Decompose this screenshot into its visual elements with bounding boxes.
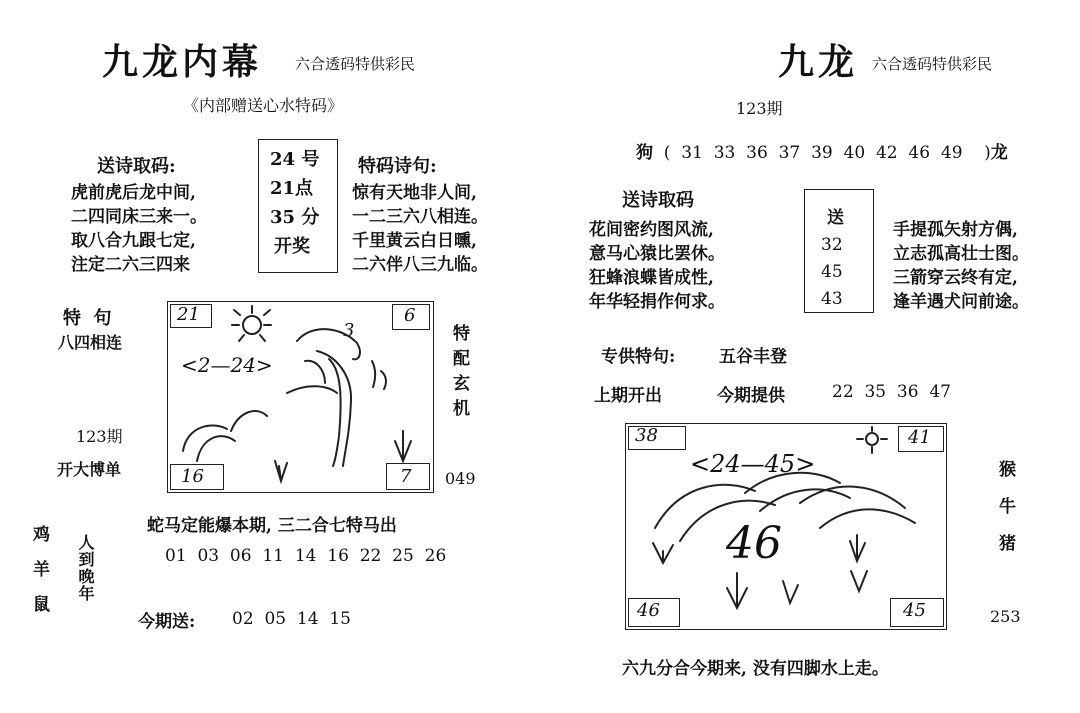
left-sketch-drawing: [167, 301, 434, 493]
today-provide-numbers: [832, 382, 951, 402]
send-box-number: 43: [821, 289, 843, 309]
dog-number: 40: [843, 143, 866, 163]
left-subtitle: 六合透码特供彩民: [295, 55, 416, 73]
prize-box-line: 24 号: [270, 149, 320, 170]
zodiac-vertical: 鸡羊鼠: [29, 525, 49, 630]
right-title: 九龙: [778, 41, 859, 83]
number-item: 25: [392, 546, 414, 566]
special-poem-line: 二六伴八三九临。: [352, 255, 488, 275]
right-poem-line: 狂蜂浪蝶皆成性,: [589, 268, 714, 288]
dog-number: 31: [681, 143, 703, 163]
left-poem-line: 取八合九跟七定,: [71, 231, 196, 251]
left-poem-label: 送诗取码:: [97, 156, 176, 177]
right-poem-line: 三箭穿云终有定,: [893, 268, 1018, 288]
send-box-content: [821, 205, 844, 313]
special-phrase: 八四相连: [58, 333, 123, 352]
number-item: 03: [197, 546, 220, 566]
number-item: 06: [229, 546, 252, 566]
number-item: 01: [165, 546, 187, 566]
dog-number: 37: [778, 143, 801, 163]
right-poem-line: 手提孤矢射方偶,: [893, 220, 1018, 240]
send-box-number: 32: [821, 235, 843, 255]
sun-icon: [243, 316, 261, 334]
provide-number: 47: [929, 382, 951, 402]
provide-number: 22: [832, 382, 854, 402]
number-item: 22: [359, 546, 382, 566]
corner-br-number: 7: [400, 466, 412, 487]
left-title: 九龙内幕: [102, 41, 263, 83]
dog-row: 狗 ( 31 33 36 37 39 40 42 46 49 )龙: [636, 143, 1008, 163]
left-issue: 123期: [76, 427, 123, 446]
prize-box-content: [270, 145, 319, 261]
left-sketch-circled: 3: [343, 320, 355, 341]
left-poem: [71, 181, 207, 277]
send-box-number: 45: [821, 262, 843, 282]
right-side-vertical: 猴牛猪: [995, 460, 1015, 571]
provide-number: 36: [896, 382, 919, 402]
sun-icon: [866, 433, 878, 445]
prize-box-line: 21点: [270, 178, 314, 199]
special-poem-line: 惊有天地非人间,: [352, 183, 477, 203]
left-poem-line: 虎前虎后龙中间,: [71, 183, 196, 203]
corner-bl-number: 16: [181, 466, 204, 487]
send-number: 15: [329, 609, 351, 629]
today-provide-label: 今期提供: [717, 386, 785, 406]
right-sketch-drawing: [625, 423, 947, 630]
dog-number: 39: [811, 143, 833, 163]
provide-number: 35: [864, 382, 887, 402]
right-poem-line: 逢羊遇犬问前途。: [893, 292, 1029, 312]
people-vertical: 人到晚年: [76, 534, 95, 602]
special-value: 五谷丰登: [719, 347, 787, 367]
special-poem-line: 一二三六八相连。: [352, 207, 488, 227]
snake-horse-line: 蛇马定能爆本期, 三二合七特马出: [147, 516, 397, 536]
right-poem-left: [589, 218, 725, 314]
corner-tr-number: 41: [908, 427, 931, 448]
send-number: 05: [264, 609, 287, 629]
dog-number: 36: [746, 143, 768, 163]
number-row: [165, 546, 446, 566]
left-poem-line: 二四同床三来一。: [71, 207, 207, 227]
dog-label: 狗: [636, 143, 653, 163]
left-poem-line: 注定二六三四来: [71, 255, 190, 275]
special-poem-label: 特码诗句:: [358, 156, 437, 177]
number-item: 14: [294, 546, 317, 566]
dragon-label: 龙: [990, 143, 1008, 163]
right-poem-line: 花间密约图风流,: [589, 220, 714, 240]
special-poem-line: 千里黄云白日曛,: [352, 231, 477, 251]
right-poem-label: 送诗取码: [622, 190, 694, 211]
right-poem-line: 立志孤高壮士图。: [893, 244, 1029, 264]
send-number: 02: [232, 609, 254, 629]
left-tagline: 《内部赠送心水特码》: [183, 96, 344, 115]
today-send-label: 今期送:: [138, 612, 196, 632]
dog-number: 42: [875, 143, 898, 163]
corner-tr-number: 6: [404, 305, 416, 326]
right-issue: 123期: [736, 99, 783, 118]
right-sketch-center: 46: [726, 518, 782, 569]
prize-box-line: 开奖: [274, 236, 310, 257]
special-phrase-label: 特 句: [63, 308, 112, 329]
corner-bl-number: 46: [637, 600, 660, 621]
special-poem: [352, 181, 488, 277]
dog-number: 49: [940, 143, 963, 163]
left-sketch-range: <2—24>: [181, 353, 273, 377]
number-item: 16: [327, 546, 349, 566]
last-issue-label: 上期开出: [594, 386, 662, 406]
right-side-number: 253: [990, 607, 1021, 626]
dog-number: 46: [908, 143, 931, 163]
right-poem-right: [893, 218, 1029, 314]
corner-tl-number: 21: [177, 304, 200, 325]
today-send-numbers: [232, 609, 351, 629]
right-poem-line: 意马心猿比罢休。: [589, 244, 725, 264]
big-bet: 开大博单: [57, 460, 122, 479]
corner-br-number: 45: [903, 600, 926, 621]
send-number: 14: [296, 609, 319, 629]
send-box-title: 送: [827, 208, 844, 228]
right-footer: 六九分合今期来, 没有四脚水上走。: [622, 659, 889, 679]
number-item: 26: [424, 546, 447, 566]
prize-box-line: 35 分: [270, 207, 320, 228]
right-poem-line: 年华轻捐作何求。: [589, 292, 725, 312]
corner-tl-number: 38: [635, 425, 658, 446]
left-side-number: 049: [445, 469, 476, 488]
left-side-vertical: 特配玄机: [449, 324, 469, 424]
dog-number: 33: [713, 143, 736, 163]
right-sketch-range: <24—45>: [690, 450, 816, 478]
number-item: 11: [262, 546, 284, 566]
special-label: 专供特句:: [601, 347, 676, 367]
right-subtitle: 六合透码特供彩民: [872, 55, 993, 73]
